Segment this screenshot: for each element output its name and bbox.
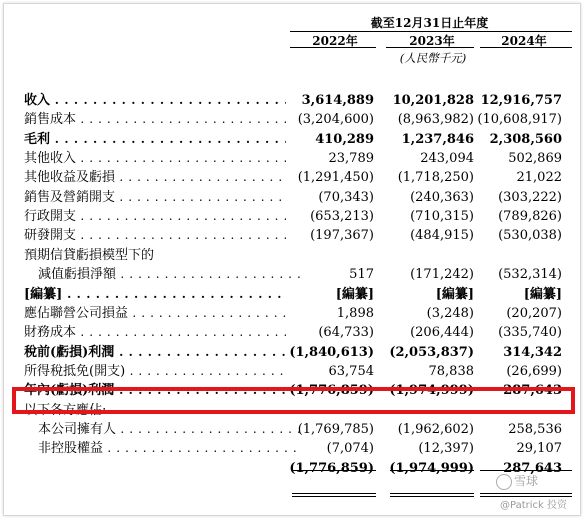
year-2024-header: 2024年 — [501, 34, 547, 48]
row-label: 其他收入 . . . — [24, 149, 286, 168]
total-double-rule-a-2024 — [480, 493, 572, 494]
period-header: 截至12月31日止年度 — [370, 16, 489, 30]
row-value-2022: (1,291,450) — [297, 170, 374, 186]
total-rule-2024 — [480, 470, 572, 471]
row-label: 收入 . . . — [24, 91, 286, 110]
row-value-2023: (484,915) — [410, 228, 474, 244]
row-value-2024: 21,022 — [516, 170, 562, 186]
currency-unit: (人民幣千元) — [399, 51, 467, 65]
row-value-2023: 1,237,846 — [401, 131, 474, 147]
row-value-2022: 410,289 — [315, 131, 374, 147]
row-value-2024: (20,207) — [506, 305, 562, 321]
statement-row — [24, 207, 572, 226]
year-2022-underline — [290, 47, 376, 48]
statement-row — [24, 285, 572, 304]
row-value-2024: 258,536 — [508, 421, 562, 437]
year-2024-underline — [480, 47, 572, 48]
row-label: 其他收益及虧損 . . . — [24, 168, 286, 187]
watermark-logo — [496, 472, 538, 490]
row-value-2022: (7,074) — [326, 441, 374, 457]
row-label: 以下各方應佔: — [24, 402, 107, 418]
statement-row — [24, 362, 572, 381]
row-value-2024: (789,826) — [498, 209, 562, 225]
statement-row — [24, 420, 572, 439]
row-label: 稅前(虧損)利潤 . . . — [24, 343, 286, 362]
row-value-2024: (303,222) — [498, 189, 562, 205]
year-2023-underline — [386, 47, 474, 48]
total-double-rule-b-2023 — [390, 496, 474, 497]
row-value-2024: (335,740) — [498, 325, 562, 341]
year-2023-header: 2023年 — [409, 34, 455, 48]
row-value-2023: 78,838 — [428, 363, 474, 379]
row-label: 非控股權益 . . . — [24, 439, 300, 458]
row-value-2023: (1,974,999) — [389, 460, 474, 476]
row-label: 毛利 . . . — [24, 130, 286, 149]
row-value-2022: [編纂] — [335, 286, 374, 302]
row-value-2024 — [466, 246, 562, 265]
watermark-badge-icon — [496, 474, 512, 490]
row-value-2024: 287,643 — [503, 383, 562, 399]
statement-row — [24, 304, 572, 323]
statement-row — [24, 91, 572, 110]
row-value-2023: 243,094 — [420, 151, 474, 167]
row-value-2024: (530,038) — [498, 228, 562, 244]
row-value-2023: (240,363) — [410, 189, 474, 205]
row-value-2023 — [378, 246, 474, 265]
watermark-author: @Patrick 投资 — [500, 500, 567, 511]
statement-row — [24, 459, 572, 478]
row-value-2022: 63,754 — [328, 363, 374, 379]
statement-row — [24, 130, 572, 149]
row-value-2022: (653,213) — [310, 209, 374, 225]
row-value-2024: (532,314) — [498, 267, 562, 283]
row-value-2023: (1,962,602) — [397, 421, 474, 437]
row-label: 本公司擁有人 . . . — [24, 420, 300, 439]
total-double-rule-a-2022 — [292, 493, 376, 494]
row-value-2022: (3,204,600) — [297, 112, 374, 128]
year-2022-header: 2022年 — [312, 34, 358, 48]
row-value-2022: 23,789 — [328, 151, 374, 167]
row-value-2022: (197,367) — [310, 228, 374, 244]
statement-row — [24, 246, 572, 265]
row-label: 銷售成本 . . . — [24, 110, 286, 129]
row-label: 應佔聯營公司損益 . . . — [24, 304, 286, 323]
row-label: 年內(虧損)利潤 . . . — [24, 381, 286, 400]
row-value-2023: (2,053,837) — [389, 344, 474, 360]
row-value-2023: (12,397) — [418, 441, 474, 457]
row-value-2023: (3,248) — [426, 305, 474, 321]
row-value-2024: 287,643 — [503, 460, 562, 476]
row-label: 減值虧損淨額 . . . — [24, 265, 300, 284]
total-rule-2022 — [292, 470, 376, 471]
statement-row — [24, 168, 572, 187]
statement-row — [24, 439, 572, 458]
row-value-2022: (64,733) — [318, 325, 374, 341]
row-value-2023: (1,718,250) — [397, 170, 474, 186]
statement-row — [24, 110, 572, 129]
statement-row — [24, 226, 572, 245]
row-value-2024: [編纂] — [523, 286, 562, 302]
watermark-line1: 雪球 — [514, 474, 539, 488]
row-label: 所得稅抵免(開支) . . . — [24, 362, 286, 381]
row-value-2023: (171,242) — [410, 267, 474, 283]
row-label: [編纂] . . . — [24, 285, 286, 304]
row-value-2022: 3,614,889 — [301, 93, 374, 108]
statement-row — [24, 343, 572, 362]
row-value-2022: 517 — [349, 267, 374, 283]
row-value-2022: (1,840,613) — [289, 344, 374, 360]
statement-row — [24, 188, 572, 207]
highlight-box — [12, 387, 575, 414]
row-value-2022 — [278, 246, 374, 265]
row-value-2024: 29,107 — [516, 441, 562, 457]
row-value-2024: 2,308,560 — [489, 131, 562, 147]
row-value-2024: 314,342 — [503, 344, 562, 360]
row-value-2022: (1,776,859) — [289, 460, 374, 476]
row-label: 預期信貸虧損模型下的 — [24, 247, 155, 263]
total-rule-2023 — [390, 470, 474, 471]
row-value-2022: 1,898 — [336, 305, 374, 321]
row-label: 研發開支 . . . — [24, 226, 286, 245]
row-label — [24, 459, 286, 478]
total-double-rule-b-2022 — [292, 496, 376, 497]
statement-row — [24, 149, 572, 168]
row-value-2023: (206,444) — [410, 325, 474, 341]
row-value-2022: (70,343) — [318, 189, 374, 205]
row-value-2024: (10,608,917) — [477, 112, 562, 128]
row-value-2023: (1,974,999) — [389, 383, 474, 399]
row-label: 財務成本 . . . — [24, 323, 286, 342]
row-value-2023: 10,201,828 — [392, 93, 474, 108]
statement-row — [24, 323, 572, 342]
row-value-2022: (1,769,785) — [297, 421, 374, 437]
row-value-2024: 12,916,757 — [480, 93, 562, 108]
row-value-2024: 502,869 — [508, 151, 562, 167]
row-value-2023: (8,963,982) — [397, 112, 474, 128]
row-value-2023: [編纂] — [435, 286, 474, 302]
statement-row — [24, 265, 572, 284]
row-label: 行政開支 . . . — [24, 207, 286, 226]
row-value-2024: (26,699) — [506, 363, 562, 379]
row-value-2023: (710,315) — [410, 209, 474, 225]
row-label: 銷售及營銷開支 . . . — [24, 188, 286, 207]
row-value-2022: (1,776,859) — [289, 383, 374, 399]
total-double-rule-a-2023 — [390, 493, 474, 494]
